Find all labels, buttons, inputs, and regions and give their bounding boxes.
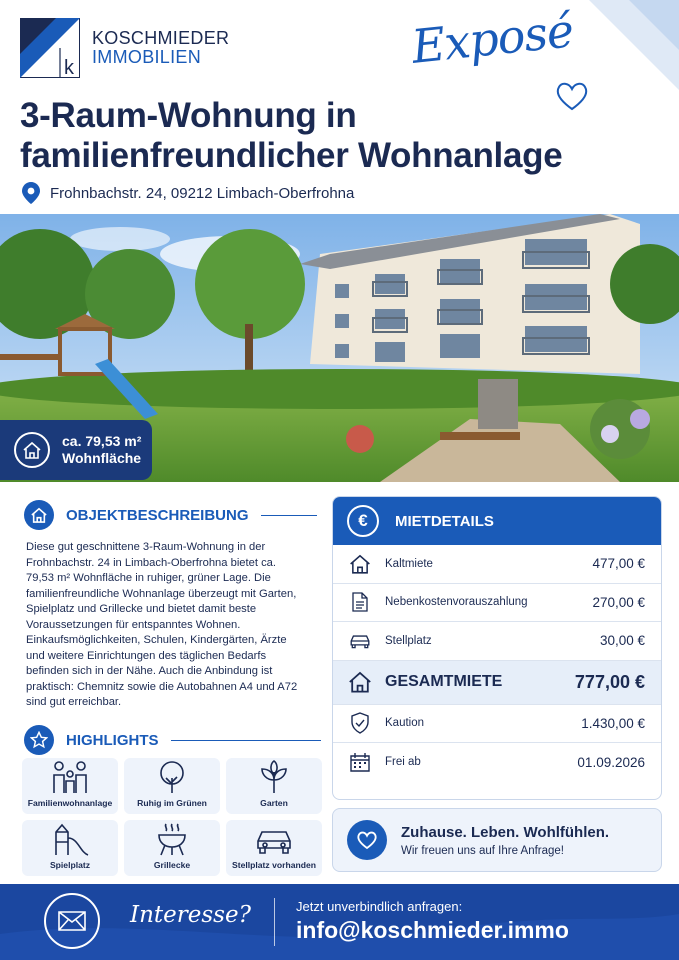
slogan-box [332, 808, 662, 872]
rent-details-panel [332, 496, 662, 800]
highlight-label: Familienwohnanlage [27, 798, 113, 808]
rent-row-cold [333, 545, 661, 584]
expose-script-label: Exposé [409, 3, 576, 74]
car-icon [254, 826, 294, 856]
area-label: Wohnfläche [62, 450, 142, 466]
heart-icon [347, 820, 387, 860]
rent-details-heading: MIETDETAILS [395, 512, 494, 530]
highlight-garden [226, 758, 322, 814]
highlight-parking [226, 820, 322, 876]
shield-check-icon [347, 712, 373, 734]
highlight-label: Stellplatz vorhanden [231, 860, 317, 870]
rent-value: 30,00 € [599, 633, 645, 649]
highlights-header [24, 725, 321, 755]
rent-label: Frei ab [385, 756, 421, 769]
house-icon [347, 671, 373, 693]
total-rent-label: GESAMTMIETE [385, 673, 503, 690]
address [22, 182, 354, 204]
contact-email-link[interactable]: info@koschmieder.immo [296, 917, 569, 943]
description-heading: OBJEKTBESCHREIBUNG [66, 506, 249, 524]
house-icon [347, 554, 373, 574]
tree-icon [155, 760, 189, 794]
address-text: Frohnbachstr. 24, 09212 Limbach-Oberfrohna [50, 184, 355, 202]
highlight-green [124, 758, 220, 814]
rent-value: 477,00 € [592, 556, 645, 572]
page-title: 3-Raum-Wohnung in familienfreundlicher Wohnanlage [20, 96, 563, 175]
house-icon [24, 500, 54, 530]
contact-footer [0, 884, 679, 960]
rent-row-parking [333, 622, 661, 661]
location-pin-icon [22, 182, 40, 204]
mail-icon[interactable] [44, 893, 100, 949]
description-text: Diese gut geschnittene 3-Raum-Wohnung in der Frohnbachstr. 24 in Limbach-Oberfrohna bietet ca. 79,53 m² Wohnfläche in ruhiger, grüner Lage. Die familienfreundliche Wohnanlage überzeugt mit Garten, Spielplatz und Grillecke und bietet damit beste Voraussetzungen für entspanntes Wohnen. Einkaufsmöglichkeiten, Schulen, Kindergärten, Ärzte und weitere Einrichtungen des täglichen Bedarfs befinden sich in der Nähe. Auch die Anbindung ist praktisch: Chemnitz sowie die Autobahnen A4 und A72 sind gut erreichbar. [26, 541, 298, 708]
area-value: ca. 79,53 m² [62, 433, 142, 449]
rent-row-utilities [333, 584, 661, 623]
logo-letter: k [64, 57, 74, 78]
contact-cta: Jetzt unverbindlich anfragen: [296, 899, 463, 914]
slogan-main: Zuhause. Leben. Wohlfühlen. [401, 823, 610, 841]
highlight-label: Ruhig im Grünen [137, 798, 207, 808]
highlight-label: Garten [260, 798, 288, 808]
highlights-grid [22, 758, 317, 876]
rent-row-available [333, 743, 661, 782]
rent-value: 1.430,00 € [581, 715, 645, 731]
logo-line-2: IMMOBILIEN [92, 47, 202, 67]
slogan-sub: Wir freuen uns auf Ihre Anfrage! [401, 844, 565, 857]
interest-label: Interesse? [130, 902, 251, 928]
company-logo[interactable] [20, 18, 229, 78]
logo-line-1: KOSCHMIEDER [92, 28, 230, 48]
rent-value: 01.09.2026 [577, 754, 645, 770]
highlight-playground [22, 820, 118, 876]
rent-label: Kaltmiete [385, 557, 433, 570]
plant-icon [257, 760, 291, 794]
grill-icon [155, 822, 189, 856]
highlights-heading: HIGHLIGHTS [66, 731, 159, 749]
euro-icon: € [347, 505, 379, 537]
rent-label: Nebenkostenvorauszahlung [385, 596, 528, 609]
document-icon [347, 592, 373, 612]
highlight-family [22, 758, 118, 814]
house-icon [14, 432, 50, 468]
area-badge [0, 420, 152, 480]
family-icon [50, 760, 90, 794]
star-icon [24, 725, 54, 755]
footer-divider [274, 898, 275, 946]
rent-label: Stellplatz [385, 634, 432, 647]
car-icon [347, 632, 373, 650]
highlight-grill [124, 820, 220, 876]
description-header [24, 500, 317, 530]
section-divider [171, 740, 321, 741]
playground-icon [50, 822, 90, 856]
total-rent-value: 777,00 € [574, 671, 645, 692]
highlight-label: Spielplatz [49, 860, 91, 870]
rent-label: Kaution [385, 717, 425, 730]
rent-total-row [333, 661, 661, 705]
rent-value: 270,00 € [592, 594, 645, 610]
rent-row-deposit [333, 705, 661, 744]
rent-details-header [333, 497, 661, 545]
highlight-label: Grillecke [153, 860, 191, 870]
calendar-icon [347, 752, 373, 772]
logo-mark-icon [20, 18, 80, 78]
section-divider [261, 515, 317, 516]
